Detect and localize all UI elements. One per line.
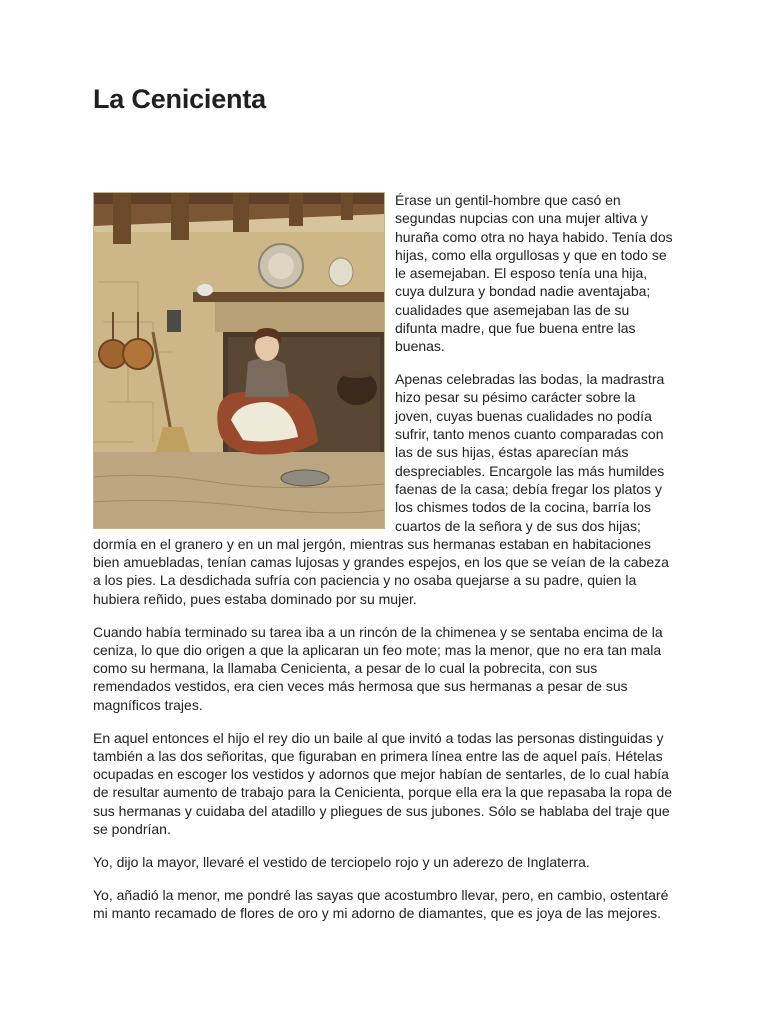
paragraph: En aquel entonces el hijo el rey dio un baile al que invitó a todas las personas distinguidas y también a las dos señoritas, que figuraban en primera línea entre las de aquel país. Hételas ocupadas en escoger los vestidos y adornos que mejor habían de sentarles, de lo cual había de resultar aumento de trabajo para la Cenicienta, porque ella era la que repasaba la ropa de sus hermanas y cuidaba del atadillo y pliegues de sus jubones. Sólo se hablaba del traje que se pondrían.	[93, 729, 673, 837]
paragraph: Yo, añadió la menor, me pondré las sayas que acostumbro llevar, pero, en cambio, ostentaré mi manto recamado de flores de oro y mi adorno de diamantes, que es joya de las mejores.	[93, 886, 669, 921]
cinderella-illustration	[93, 192, 385, 529]
paragraph: Cuando había terminado su tarea iba a un rincón de la chimenea y se sentaba encima de la ceniza, lo que dio origen a que la aplicaran un feo mote; mas la menor, que no era tan mala como su hermana, la llamaba Cenicienta, a pesar de lo cual la pobrecita, con sus remendados vestidos, era cien veces más hermosa que sus hermanas a pesar de sus magníficos trajes.	[93, 623, 663, 713]
paragraph: Yo, dijo la mayor, llevaré el vestido de terciopelo rojo y un aderezo de Inglaterra.	[93, 853, 590, 870]
article-body	[93, 191, 673, 937]
page-title: La Cenicienta	[93, 84, 266, 114]
paragraph: Érase un gentil-hombre que casó en segundas nupcias con una mujer altiva y huraña como otra no haya habido. Tenía dos hijas, como ella orgullosas y que en todo se le asemejaban. El esposo tenía una hija, cuya dulzura y bondad nadie aventajaba; cualidades que asemejaban las de su difunta madre, que fue buena entre las buenas.	[395, 192, 673, 355]
paragraph: Apenas celebradas las bodas, la madrastra hizo pesar su pésimo carácter sobre la joven, cuyas buenas cualidades no podía sufrir, tanto menos cuanto comparadas con las de sus hijas, éstas aparecían más despreciables. Encargole las más humildes faenas de la casa; debía fregar los platos y los chismes todos de la cocina, barría los cuartos de la señora y de sus dos hijas; dormía en el granero y en un mal jergón, mientras sus hermanas estaban en habitaciones bien amuebladas, tenían camas lujosas y grandes espejos, en los que se veían de la cabeza a los pies. La desdichada sufría con paciencia y no osaba quejarse a su padre, quien la hubiera reñido, pues estaba dominado por su mujer.	[93, 371, 669, 607]
